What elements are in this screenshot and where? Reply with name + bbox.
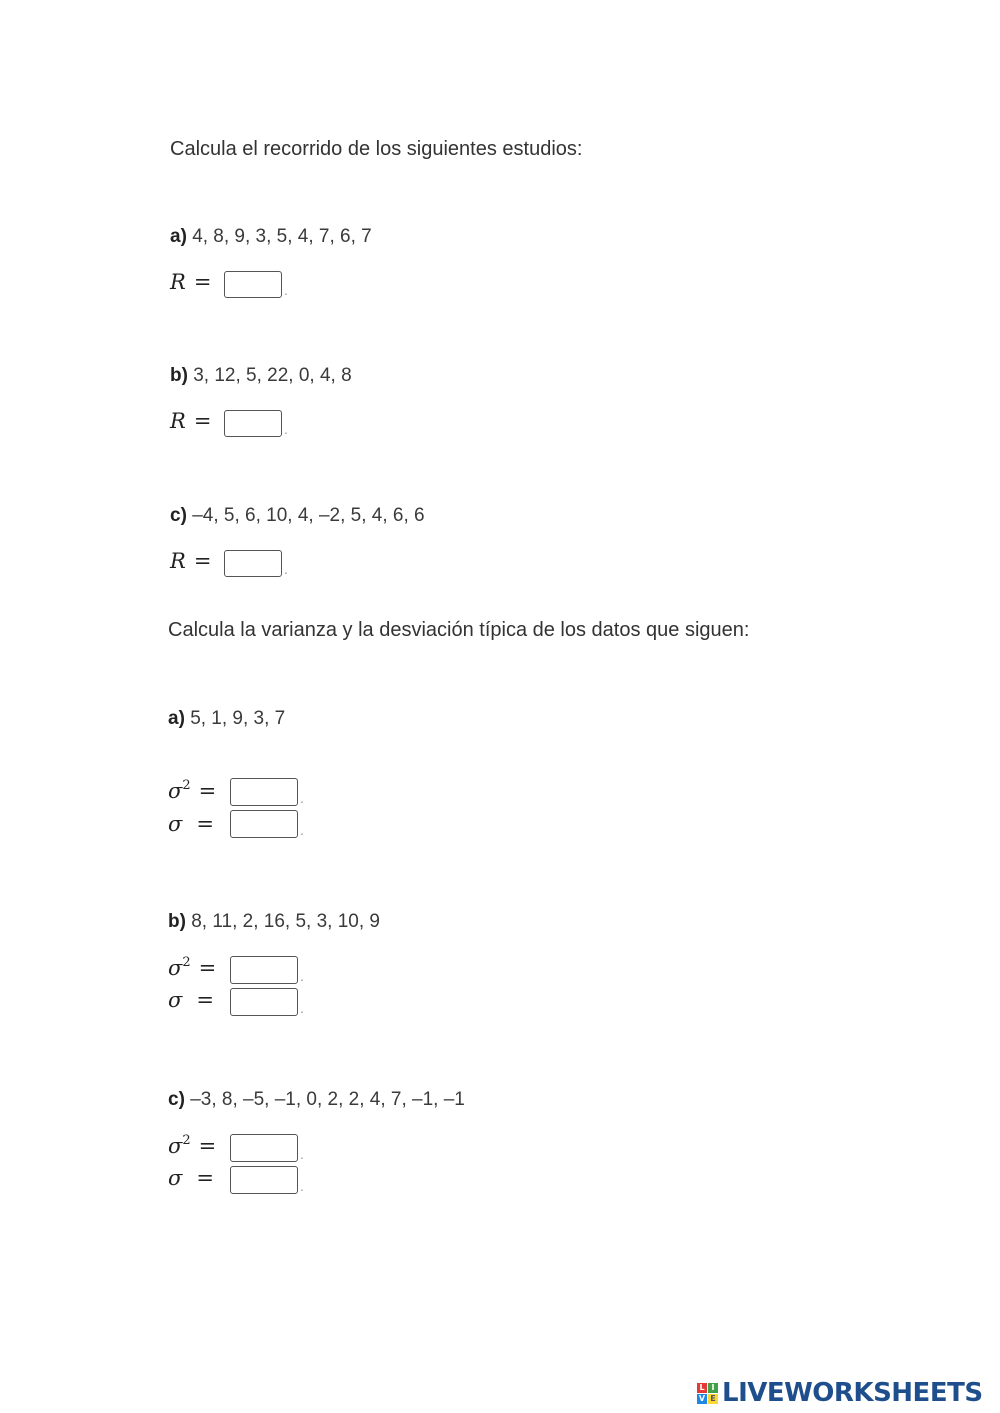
liveworksheets-logo <box>697 1378 983 1408</box>
liveworksheets-logo-icon <box>697 1383 718 1404</box>
range-label-b: R = <box>170 409 212 433</box>
variance-answer-b-input[interactable] <box>230 956 298 984</box>
variance-label-c: $\sigma^2$ = <box>168 1133 217 1158</box>
instruction-variance: Calcula la varianza y la desviación típica de los datos que siguen: <box>168 619 750 641</box>
range-item-c <box>170 505 425 527</box>
logo-icon-letter: L <box>697 1383 707 1393</box>
range-answer-b-input[interactable] <box>224 410 282 437</box>
item-label: b) <box>168 911 186 932</box>
variance-label-b: $\sigma^2$ = <box>168 955 217 980</box>
logo-icon-letter: V <box>698 1393 706 1403</box>
item-label: c) <box>170 505 187 526</box>
variance-item-c <box>168 1089 465 1111</box>
item-label: a) <box>170 226 187 247</box>
std-label-b: σ = <box>168 988 214 1012</box>
item-values: 3, 12, 5, 22, 0, 4, 8 <box>193 365 352 386</box>
item-label: c) <box>168 1089 185 1110</box>
variance-label-a: $\sigma^2$ = <box>168 778 217 803</box>
range-answer-c-input[interactable] <box>224 550 282 577</box>
instruction-range: Calcula el recorrido de los siguientes estudios: <box>170 138 583 160</box>
std-answer-b-input[interactable] <box>230 988 298 1016</box>
item-values: –4, 5, 6, 10, 4, –2, 5, 4, 6, 6 <box>192 505 425 526</box>
variance-answer-c-input[interactable] <box>230 1134 298 1162</box>
range-item-a <box>170 226 372 248</box>
range-answer-a-input[interactable] <box>224 271 282 298</box>
item-values: –3, 8, –5, –1, 0, 2, 2, 4, 7, –1, –1 <box>190 1089 465 1110</box>
range-label-c: R = <box>170 549 212 573</box>
item-label: b) <box>170 365 188 386</box>
item-values: 5, 1, 9, 3, 7 <box>190 708 286 729</box>
variance-answer-a-input[interactable] <box>230 778 298 806</box>
range-label-a: R = <box>170 270 212 294</box>
item-values: 8, 11, 2, 16, 5, 3, 10, 9 <box>191 911 380 932</box>
variance-item-b <box>168 911 380 933</box>
std-answer-c-input[interactable] <box>230 1166 298 1194</box>
logo-icon-letter: E <box>708 1394 718 1404</box>
std-answer-a-input[interactable] <box>230 810 298 838</box>
std-label-c: σ = <box>168 1166 214 1190</box>
range-item-b <box>170 365 352 387</box>
item-values: 4, 8, 9, 3, 5, 4, 7, 6, 7 <box>192 226 372 247</box>
logo-text: LIVEWORKSHEETS <box>722 1378 983 1408</box>
variance-item-a <box>168 708 285 730</box>
std-label-a: σ = <box>168 812 214 836</box>
item-label: a) <box>168 708 185 729</box>
logo-icon-letter: I <box>708 1383 718 1393</box>
